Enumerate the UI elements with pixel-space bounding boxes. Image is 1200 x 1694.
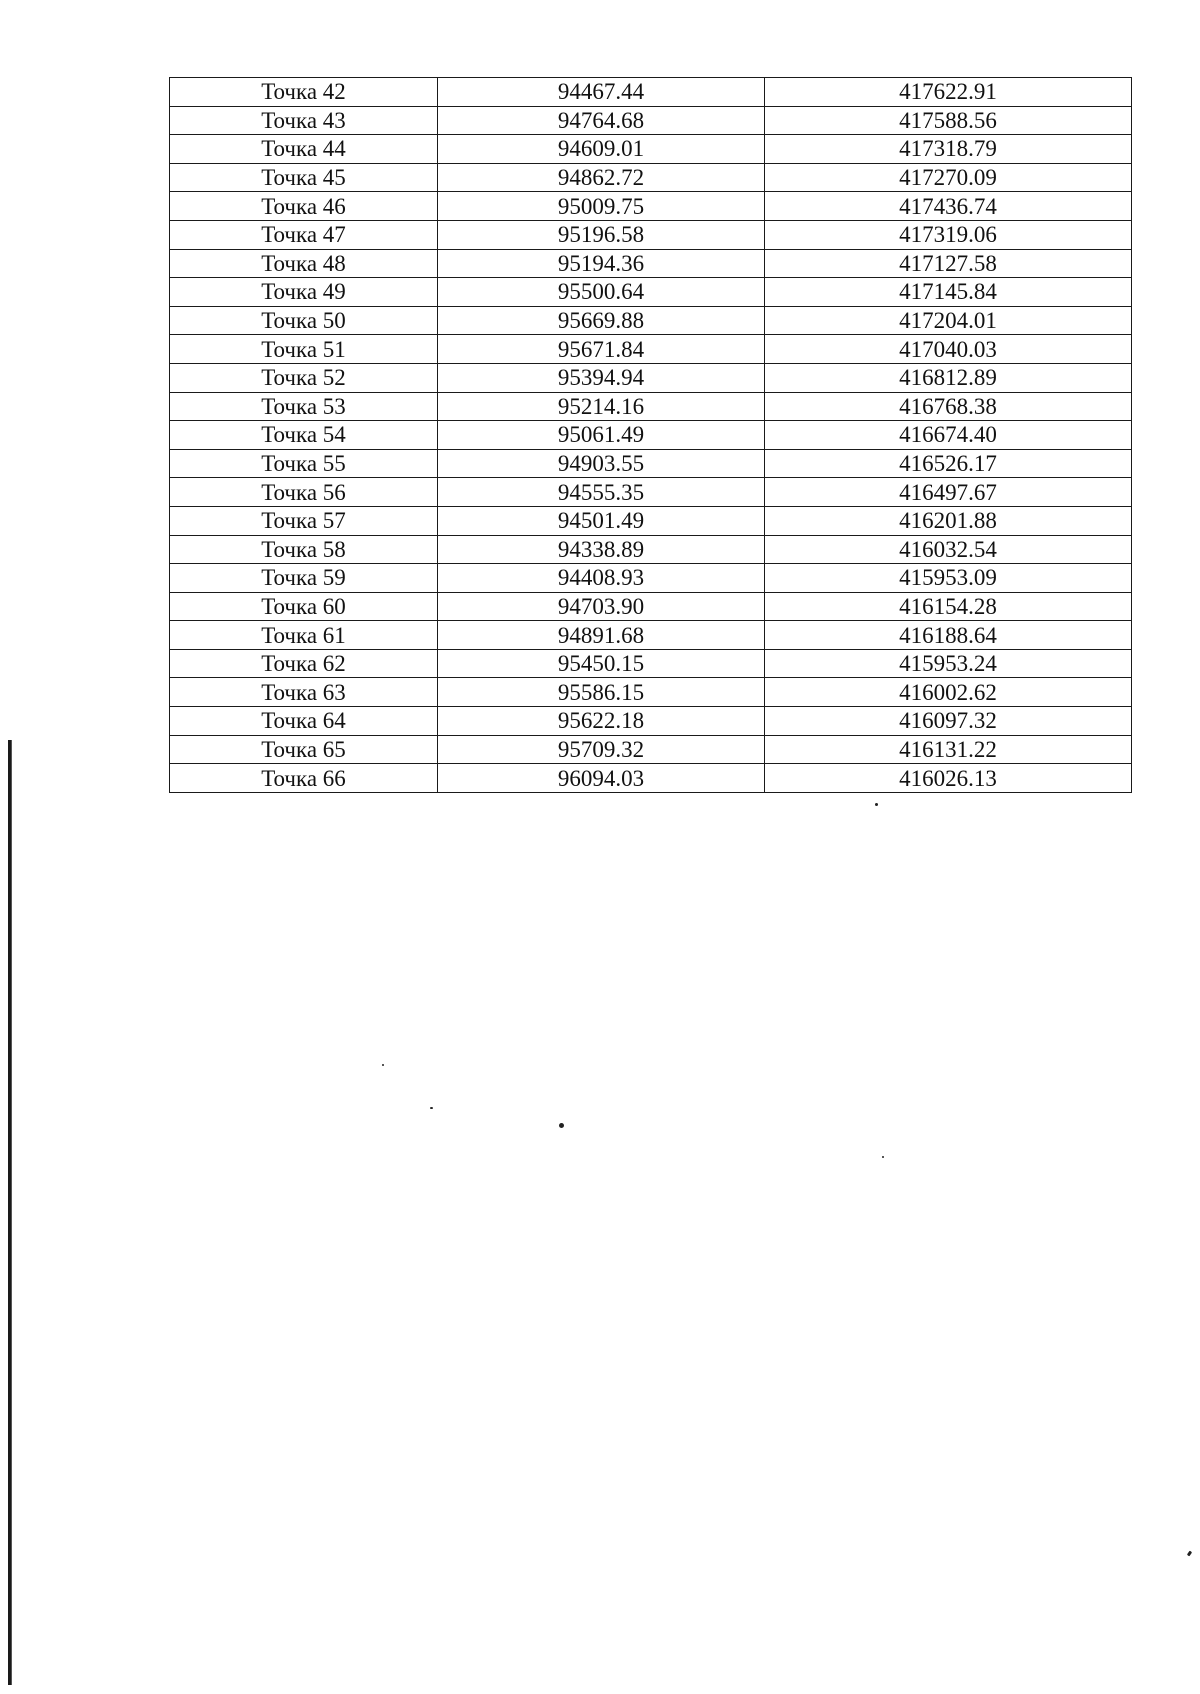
point-name-cell: Точка 44	[170, 135, 438, 164]
x-coordinate-cell: 94338.89	[438, 535, 765, 564]
point-name-cell: Точка 53	[170, 392, 438, 421]
y-coordinate-cell: 417588.56	[765, 106, 1132, 135]
x-coordinate-cell: 95709.32	[438, 735, 765, 764]
point-name-cell: Точка 46	[170, 192, 438, 221]
y-coordinate-cell: 416768.38	[765, 392, 1132, 421]
point-name-cell: Точка 65	[170, 735, 438, 764]
table-row	[170, 592, 1132, 621]
table-row	[170, 678, 1132, 707]
point-name-cell: Точка 60	[170, 592, 438, 621]
x-coordinate-cell: 95450.15	[438, 649, 765, 678]
y-coordinate-cell: 416188.64	[765, 621, 1132, 650]
point-name-cell: Точка 54	[170, 421, 438, 450]
table-row	[170, 392, 1132, 421]
point-name-cell: Точка 45	[170, 163, 438, 192]
y-coordinate-cell: 417145.84	[765, 278, 1132, 307]
table-row	[170, 564, 1132, 593]
y-coordinate-cell: 417204.01	[765, 306, 1132, 335]
point-name-cell: Точка 58	[170, 535, 438, 564]
table-row	[170, 278, 1132, 307]
point-name-cell: Точка 55	[170, 449, 438, 478]
y-coordinate-cell: 415953.09	[765, 564, 1132, 593]
x-coordinate-cell: 95500.64	[438, 278, 765, 307]
table-row	[170, 735, 1132, 764]
table-row	[170, 220, 1132, 249]
table-row	[170, 506, 1132, 535]
point-name-cell: Точка 51	[170, 335, 438, 364]
table-row	[170, 478, 1132, 507]
scan-speck	[875, 803, 878, 806]
x-coordinate-cell: 94891.68	[438, 621, 765, 650]
scan-edge-shadow	[11, 740, 12, 1685]
y-coordinate-cell: 417622.91	[765, 78, 1132, 107]
y-coordinate-cell: 416674.40	[765, 421, 1132, 450]
table-row	[170, 449, 1132, 478]
x-coordinate-cell: 94501.49	[438, 506, 765, 535]
scan-speck	[430, 1107, 433, 1109]
table-row	[170, 649, 1132, 678]
y-coordinate-cell: 415953.24	[765, 649, 1132, 678]
table-row	[170, 306, 1132, 335]
table-row	[170, 335, 1132, 364]
x-coordinate-cell: 95196.58	[438, 220, 765, 249]
table-row	[170, 78, 1132, 107]
scan-speck	[882, 1156, 884, 1158]
table-row	[170, 621, 1132, 650]
table-row	[170, 192, 1132, 221]
y-coordinate-cell: 416131.22	[765, 735, 1132, 764]
point-name-cell: Точка 64	[170, 707, 438, 736]
point-name-cell: Точка 59	[170, 564, 438, 593]
y-coordinate-cell: 416032.54	[765, 535, 1132, 564]
point-name-cell: Точка 50	[170, 306, 438, 335]
x-coordinate-cell: 95394.94	[438, 363, 765, 392]
table-row	[170, 135, 1132, 164]
point-name-cell: Точка 57	[170, 506, 438, 535]
scan-speck	[382, 1064, 384, 1066]
point-name-cell: Точка 61	[170, 621, 438, 650]
y-coordinate-cell: 417127.58	[765, 249, 1132, 278]
coordinates-table	[169, 77, 1132, 793]
y-coordinate-cell: 417319.06	[765, 220, 1132, 249]
x-coordinate-cell: 96094.03	[438, 764, 765, 793]
y-coordinate-cell: 417436.74	[765, 192, 1132, 221]
x-coordinate-cell: 95669.88	[438, 306, 765, 335]
x-coordinate-cell: 94408.93	[438, 564, 765, 593]
point-name-cell: Точка 42	[170, 78, 438, 107]
point-name-cell: Точка 48	[170, 249, 438, 278]
x-coordinate-cell: 94609.01	[438, 135, 765, 164]
scan-speck	[559, 1123, 564, 1128]
x-coordinate-cell: 95622.18	[438, 707, 765, 736]
y-coordinate-cell: 416002.62	[765, 678, 1132, 707]
table-row	[170, 363, 1132, 392]
x-coordinate-cell: 94555.35	[438, 478, 765, 507]
point-name-cell: Точка 66	[170, 764, 438, 793]
x-coordinate-cell: 95214.16	[438, 392, 765, 421]
y-coordinate-cell: 417318.79	[765, 135, 1132, 164]
x-coordinate-cell: 94703.90	[438, 592, 765, 621]
point-name-cell: Точка 49	[170, 278, 438, 307]
x-coordinate-cell: 94903.55	[438, 449, 765, 478]
y-coordinate-cell: 416026.13	[765, 764, 1132, 793]
coordinates-table-body	[170, 78, 1132, 793]
table-row	[170, 106, 1132, 135]
point-name-cell: Точка 43	[170, 106, 438, 135]
x-coordinate-cell: 95061.49	[438, 421, 765, 450]
y-coordinate-cell: 416812.89	[765, 363, 1132, 392]
scan-speck	[1187, 1551, 1192, 1557]
point-name-cell: Точка 52	[170, 363, 438, 392]
table-row	[170, 249, 1132, 278]
y-coordinate-cell: 416497.67	[765, 478, 1132, 507]
y-coordinate-cell: 416154.28	[765, 592, 1132, 621]
y-coordinate-cell: 417270.09	[765, 163, 1132, 192]
x-coordinate-cell: 95586.15	[438, 678, 765, 707]
table-row	[170, 535, 1132, 564]
y-coordinate-cell: 416097.32	[765, 707, 1132, 736]
table-row	[170, 163, 1132, 192]
x-coordinate-cell: 95194.36	[438, 249, 765, 278]
y-coordinate-cell: 416526.17	[765, 449, 1132, 478]
x-coordinate-cell: 95009.75	[438, 192, 765, 221]
table-row	[170, 421, 1132, 450]
x-coordinate-cell: 95671.84	[438, 335, 765, 364]
point-name-cell: Точка 56	[170, 478, 438, 507]
x-coordinate-cell: 94467.44	[438, 78, 765, 107]
point-name-cell: Точка 62	[170, 649, 438, 678]
point-name-cell: Точка 47	[170, 220, 438, 249]
table-row	[170, 707, 1132, 736]
x-coordinate-cell: 94764.68	[438, 106, 765, 135]
table-row	[170, 764, 1132, 793]
y-coordinate-cell: 417040.03	[765, 335, 1132, 364]
point-name-cell: Точка 63	[170, 678, 438, 707]
x-coordinate-cell: 94862.72	[438, 163, 765, 192]
y-coordinate-cell: 416201.88	[765, 506, 1132, 535]
